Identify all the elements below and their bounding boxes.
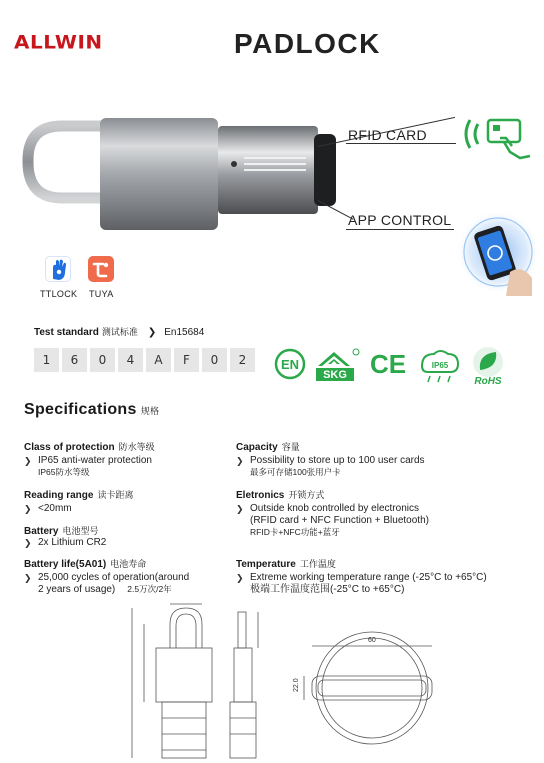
code-cell: 4 (118, 348, 143, 372)
spec-heading-cn: 电池型号 (62, 526, 99, 536)
en-cert-text: EN (280, 357, 300, 372)
spec-sub: 2.5万次/2年 (127, 584, 172, 594)
spec-line: Possibility to store up to 100 user cards (250, 455, 425, 466)
en-cert-icon (276, 350, 304, 378)
spec-heading: Temperature (236, 559, 296, 570)
spec-heading: Eletronics (236, 490, 285, 501)
specifications-title: Specifications (24, 401, 137, 418)
ttlock-label: TTLOCK (40, 289, 78, 299)
spec-heading: Reading range (24, 490, 94, 501)
spec-line: ❯ Extreme working temperature range (-25°C to +65°C) (250, 572, 487, 583)
dimension-width-label: 60 (368, 637, 376, 644)
spec-sub: RFID卡+NFC功能+蓝牙 (250, 527, 340, 537)
code-cell: A (146, 348, 171, 372)
model-code (34, 348, 255, 372)
spec-sub: IP65防水等级 (38, 467, 90, 477)
code-cell: 0 (202, 348, 227, 372)
spec-capacity (236, 440, 526, 478)
ttlock-app-icon (45, 256, 71, 282)
spec-heading-cn: 开锁方式 (288, 490, 325, 500)
spec-value (24, 455, 264, 478)
spec-value (236, 455, 526, 478)
spec-line: ❯ 25,000 cycles of operation(around (38, 572, 190, 583)
spec-heading-cn: 工作温度 (299, 559, 336, 569)
spec-sub: 极端工作温度范围(-25°C to +65°C) (250, 584, 405, 595)
ip65-cert-text: IP65 (431, 361, 449, 370)
spec-line: ❯ Outside knob controlled by electronics (250, 503, 419, 514)
spec-battery (24, 524, 264, 549)
code-cell: 6 (62, 348, 87, 372)
spec-value (24, 537, 264, 549)
brand-logo: ALLWIN (14, 30, 103, 54)
spec-line: IP65 anti-water protection (38, 455, 152, 466)
tuya-app-icon (88, 256, 114, 282)
spec-line: 2x Lithium CR2 (38, 537, 107, 548)
skg-cert-text: SKG (323, 369, 347, 381)
app-control-phone-icon (448, 206, 538, 296)
spec-temperature (236, 557, 536, 596)
test-standard-label: Test standard (34, 327, 99, 338)
technical-drawing (112, 602, 540, 762)
ip65-cert-icon (422, 351, 458, 382)
spec-battery-life (24, 557, 264, 596)
spec-class-of-protection (24, 440, 264, 478)
spec-reading-range (24, 488, 264, 515)
rfid-callout-label: RFID CARD (348, 127, 427, 143)
spec-heading: Battery life(5A01) (24, 559, 107, 570)
skg-cert-icon (316, 349, 359, 381)
app-underline (346, 229, 454, 230)
spec-value (236, 572, 536, 596)
spec-eletronics (236, 488, 526, 538)
tuya-label: TUYA (89, 289, 114, 299)
specifications-heading (24, 401, 159, 419)
rohs-cert-icon (473, 347, 503, 387)
app-callout-label: APP CONTROL (348, 212, 452, 228)
spec-heading-cn: 容量 (281, 442, 300, 452)
certification-logos (274, 344, 514, 388)
spec-value (236, 503, 526, 538)
test-standard (34, 325, 204, 338)
code-cell: F (174, 348, 199, 372)
code-cell: 0 (90, 348, 115, 372)
test-standard-value: En15684 (164, 327, 205, 338)
spec-line: 2 years of usage) (38, 584, 116, 595)
dimension-height-label: 22.0 (293, 678, 300, 692)
spec-line: (RFID card + NFC Function + Bluetooth) (250, 515, 429, 526)
rohs-cert-text: RoHS (474, 376, 502, 387)
spec-heading-cn: 防水等级 (118, 442, 155, 452)
rfid-card-icon (460, 112, 532, 164)
spec-value (24, 503, 264, 515)
code-cell: 1 (34, 348, 59, 372)
spec-line: <20mm (38, 503, 72, 514)
spec-heading: Class of protection (24, 442, 115, 453)
test-standard-label-cn: 测试标准 (101, 327, 138, 337)
spec-line-row (38, 584, 264, 596)
spec-value (24, 572, 264, 596)
page-title: PADLOCK (234, 28, 381, 59)
spec-heading-cn: 读卡距离 (97, 490, 134, 500)
specifications-title-cn: 规格 (140, 406, 160, 416)
rfid-underline (346, 143, 456, 144)
spec-sub: 最多可存储100张用户卡 (250, 467, 341, 477)
ce-cert-icon: CE (369, 349, 407, 379)
spec-heading-cn: 电池寿命 (110, 559, 147, 569)
padlock-illustration (14, 100, 344, 240)
spec-heading: Capacity (236, 442, 278, 453)
code-cell: 2 (230, 348, 255, 372)
chevron-right-icon: ❯ (147, 327, 157, 338)
spec-heading: Battery (24, 526, 59, 537)
